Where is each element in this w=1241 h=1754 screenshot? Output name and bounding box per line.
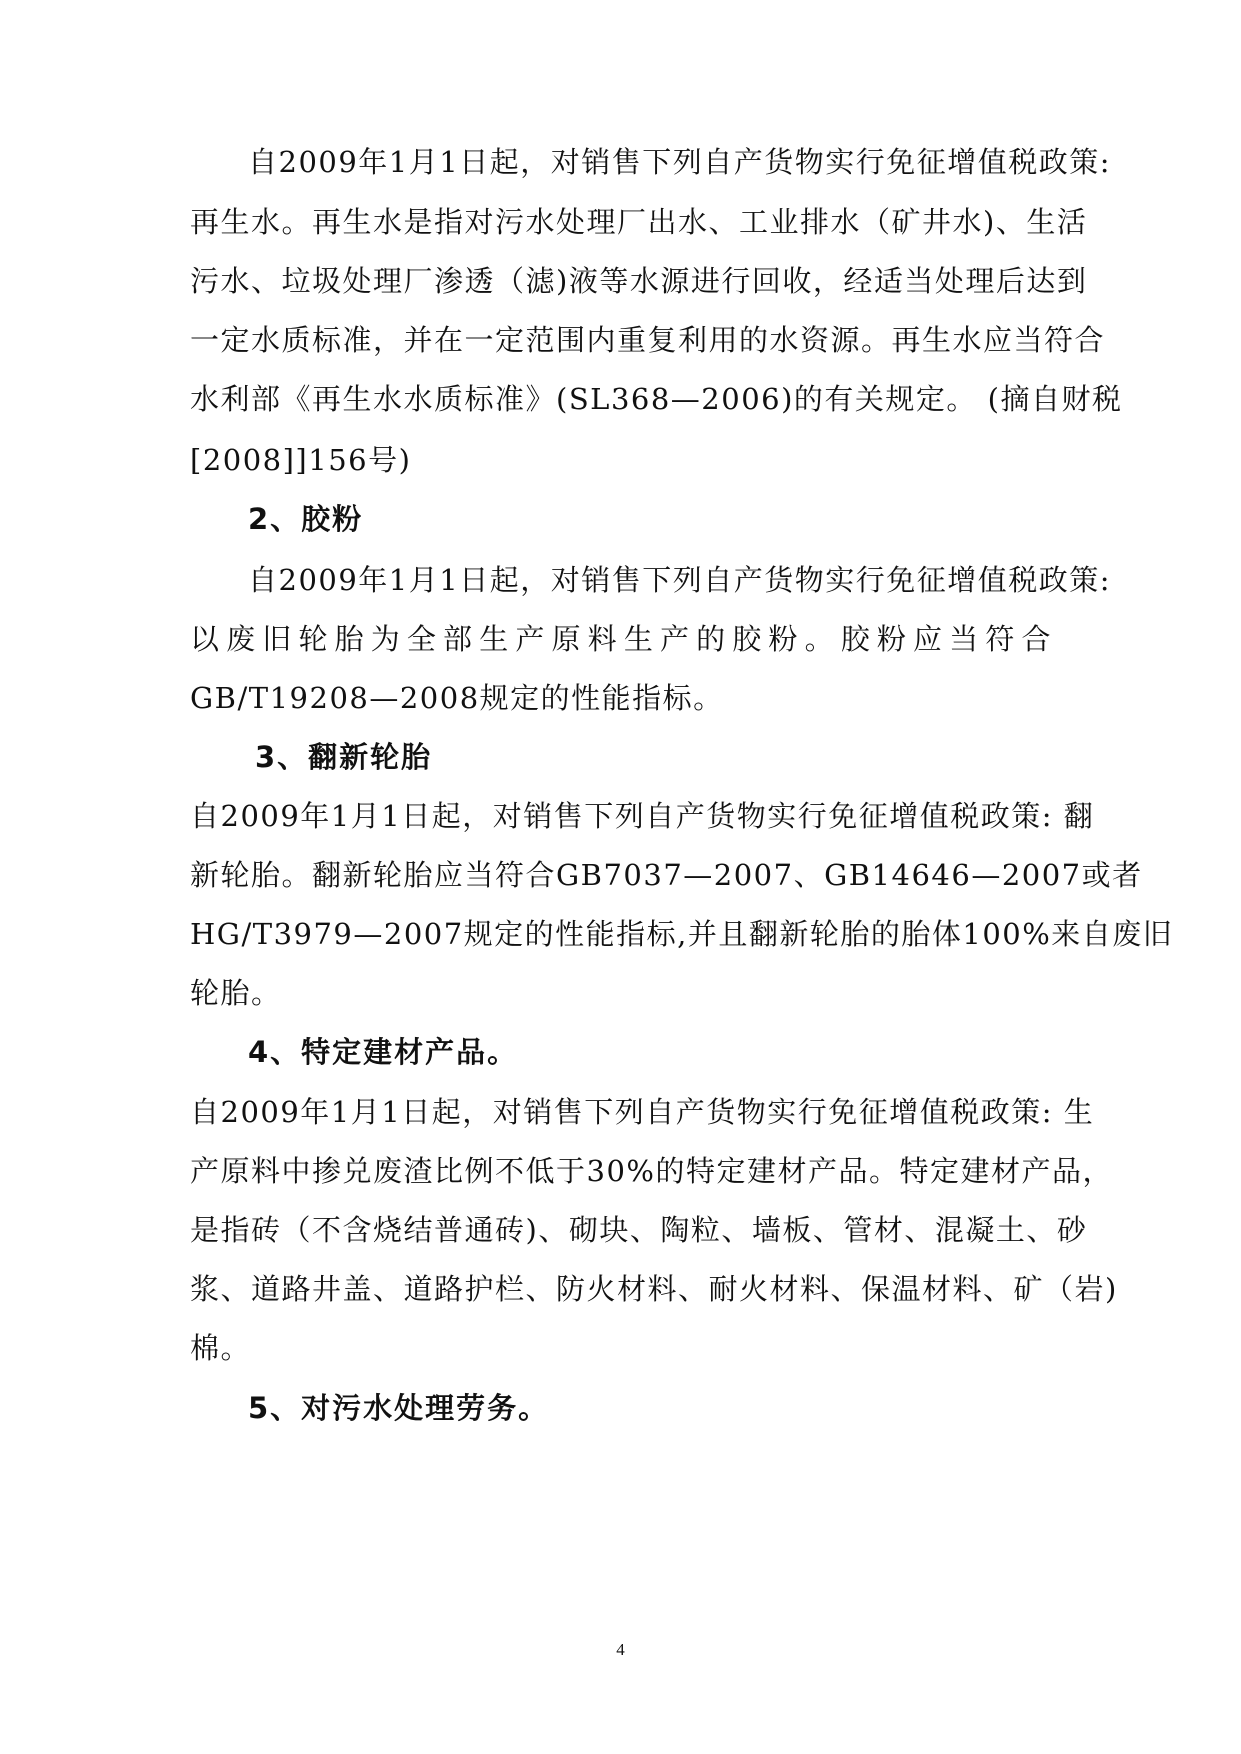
section-heading: 4、特定建材产品。 [248,1035,519,1069]
paragraph-line: 浆、道路井盖、道路护栏、防火材料、耐火材料、保温材料、矿（岩) [190,1272,1118,1306]
paragraph-line: 轮胎。 [190,976,282,1010]
paragraph-line: 再生水。再生水是指对污水处理厂出水、工业排水（矿井水)、生活 [190,205,1088,239]
paragraph-line: 棉。 [190,1331,252,1365]
paragraph-line: GB/T19208—2008规定的性能指标。 [190,681,724,715]
paragraph-line: 一定水质标准，并在一定范围内重复利用的水资源。再生水应当符合 [190,323,1106,357]
paragraph-line: 自2009年1月1日起，对销售下列自产货物实行免征增值税政策: 生 [190,1095,1095,1129]
paragraph-line: [2008]]156号) [190,443,412,477]
page-number: 4 [616,1640,625,1659]
paragraph-line: HG/T3979—2007规定的性能指标,并且翻新轮胎的胎体100%来自废旧 [190,917,1174,951]
section-heading: 2、胶粉 [248,502,364,536]
paragraph-line: 产原料中掺兑废渣比例不低于30%的特定建材产品。特定建材产品， [190,1154,1113,1188]
paragraph-line: 以废旧轮胎为全部生产原料生产的胶粉。胶粉应当符合 [190,622,1052,656]
paragraph-line: 自2009年1月1日起，对销售下列自产货物实行免征增值税政策: 翻 [190,799,1095,833]
paragraph-line: 是指砖（不含烧结普通砖)、砌块、陶粒、墙板、管材、混凝土、砂 [190,1213,1088,1247]
paragraph-line: 污水、垃圾处理厂渗透（滤)液等水源进行回收，经适当处理后达到 [190,264,1088,298]
paragraph-line: 自2009年1月1日起，对销售下列自产货物实行免征增值税政策: [248,145,1111,179]
section-heading: 3、翻新轮胎 [255,740,433,774]
section-heading: 5、对污水处理劳务。 [248,1391,550,1425]
paragraph-line: 水利部《再生水水质标准》(SL368—2006)的有关规定。 (摘自财税 [190,382,1123,416]
paragraph-line: 新轮胎。翻新轮胎应当符合GB7037—2007、GB14646—2007或者 [190,858,1143,892]
paragraph-line: 自2009年1月1日起，对销售下列自产货物实行免征增值税政策: [248,563,1111,597]
